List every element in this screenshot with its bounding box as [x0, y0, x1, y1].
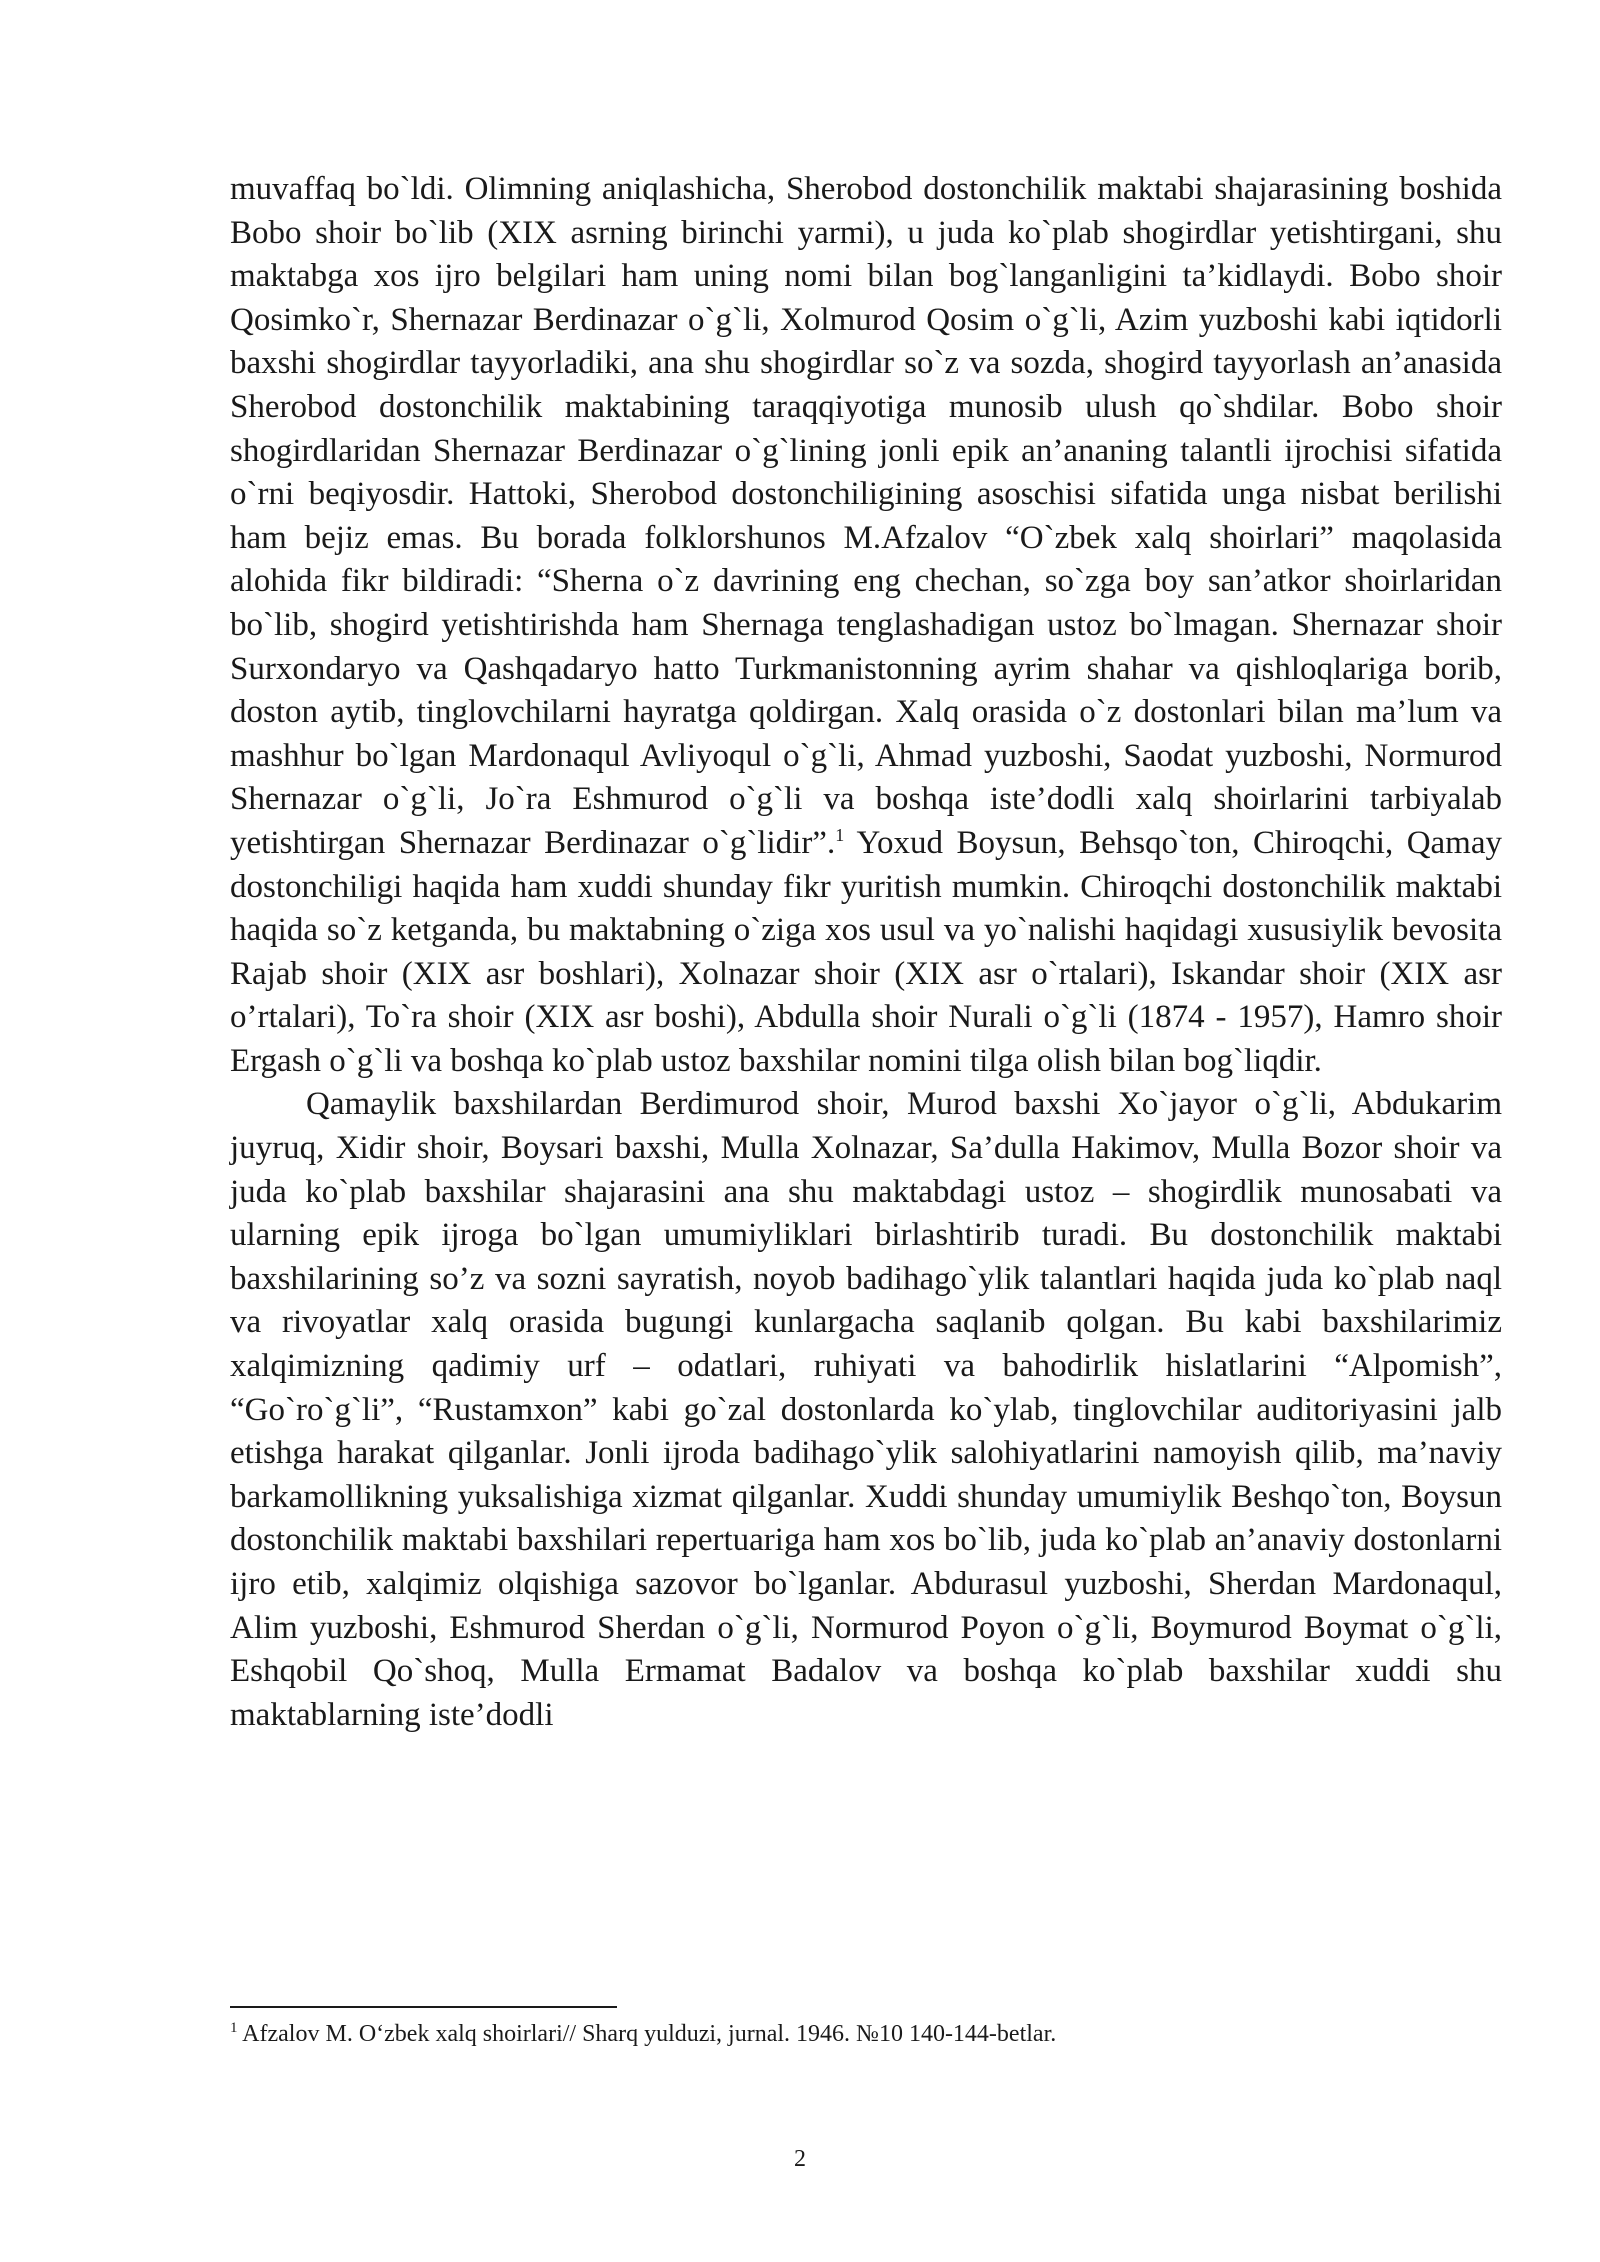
paragraph-1	[230, 168, 1502, 1083]
footnote-separator	[230, 2006, 617, 2008]
paragraph-1-text-a: muvaffaq bo`ldi. Olimning aniqlashicha, Sherobod dostonchilik maktabi shajarasining boshida Bobo shoir bo`lib (XIX asrning birinchi yarmi), u juda ko`plab shogirdlar yetishtirgani, shu maktabga xos ijro belgilari ham uning nomi bilan bog`langanligini ta’kidlaydi. Bobo shoir Qosimko`r, Shernazar Berdinazar o`g`li, Xolmurod Qosim o`g`li, Azim yuzboshi kabi iqtidorli baxshi shogirdlar tayyorladiki, ana shu shogirdlar so`z va sozda, shogird tayyorlash an’anasida Sherobod dostonchilik maktabining taraqqiyotiga munosib ulush qo`shdilar. Bobo shoir shogirdlaridan Shernazar Berdinazar o`g`lining jonli epik an’ananing talantli ijrochisi sifatida o`rni beqiyosdir. Hattoki, Sherobod dostonchiligining asoschisi sifatida unga nisbat berilishi ham bejiz emas. Bu borada folklorshunos M.Afzalov “O`zbek xalq shoirlari” maqolasida alohida fikr bildiradi: “Sherna o`z davrining eng chechan, so`zga boy san’atkor shoirlaridan bo`lib, shogird yetishtirishda ham Shernaga tenglashadigan ustoz bo`lmagan. Shernazar shoir Surxondaryo va Qashqadaryo hatto Turkmanistonning ayrim shahar va qishloqlariga borib, doston aytib, tinglovchilarni hayratga qoldirgan. Xalq orasida o`z dostonlari bilan ma’lum va mashhur bo`lgan Mardonaqul Avliyoqul o`g`li, Ahmad yuzboshi, Saodat yuzboshi, Normurod Shernazar o`g`li, Jo`ra Eshmurod o`g`li va boshqa iste’dodli xalq shoirlarini tarbiyalab yetishtirgan Shernazar Berdinazar o`g`lidir”.	[230, 171, 1502, 861]
paragraph-2: Qamaylik baxshilardan Berdimurod shoir, Murod baxshi Xo`jayor o`g`li, Abdukarim juyruq, Xidir shoir, Boysari baxshi, Mulla Xolnazar, Sa’dulla Hakimov, Mulla Bozor shoir va juda ko`plab baxshilar shajarasini ana shu maktabdagi ustoz – shogirdlik munosabati va ularning epik ijroga bo`lgan umumiyliklari birlashtirib turadi. Bu dostonchilik maktabi baxshilarining so’z va sozni sayratish, noyob badihago`ylik talantlari haqida juda ko`plab naql va rivoyatlar xalq orasida bugungi kunlargacha saqlanib qolgan. Bu kabi baxshilarimiz xalqimizning qadimiy urf – odatlari, ruhiyati va bahodirlik hislatlarini “Alpomish”, “Go`ro`g`li”, “Rustamxon” kabi go`zal dostonlarda ko`ylab, tinglovchilar auditoriyasini jalb etishga harakat qilganlar. Jonli ijroda badihago`ylik salohiyatlarini namoyish qilib, ma’naviy barkamollikning yuksalishiga xizmat qilganlar. Xuddi shunday umumiylik Beshqo`ton, Boysun dostonchilik maktabi baxshilari repertuariga ham xos bo`lib, juda ko`plab an’anaviy dostonlarni ijro etib, xalqimiz olqishiga sazovor bo`lganlar. Abdurasul yuzboshi, Sherdan Mardonaqul, Alim yuzboshi, Eshmurod Sherdan o`g`li, Normurod Poyon o`g`li, Boymurod Boymat o`g`li, Eshqobil Qo`shoq, Mulla Ermamat Badalov va boshqa ko`plab baxshilar xuddi shu maktablarning iste’dodli	[230, 1086, 1502, 1733]
page-number: 2	[794, 2146, 806, 2172]
footnote-marker: 1	[230, 2020, 238, 2036]
main-text	[230, 168, 1502, 1737]
footnote-reference[interactable]: 1	[835, 824, 845, 845]
paragraph-1-text-b: Yoxud Boysun, Behsqo`ton, Chiroqchi, Qamay dostonchiligi haqida ham xuddi shunday fikr yuritish mumkin. Chiroqchi dostonchilik maktabi haqida so`z ketganda, bu maktabning o`ziga xos usul va yo`nalishi haqidagi xususiylik bevosita Rajab shoir (XIX asr boshlari), Xolnazar shoir (XIX asr o`rtalari), Iskandar shoir (XIX asr o’rtalari), To`ra shoir (XIX asr boshi), Abdulla shoir Nurali o`g`li (1874 - 1957), Hamro shoir Ergash o`g`li va boshqa ko`plab ustoz baxshilar nomini tilga olish bilan bog`liqdir.	[230, 824, 1502, 1079]
footnote	[230, 2018, 1502, 2050]
footnote-text: Afzalov M. O‘zbek xalq shoirlari// Sharq yulduzi, jurnal. 1946. №10 140-144-betlar.	[237, 2021, 1057, 2047]
